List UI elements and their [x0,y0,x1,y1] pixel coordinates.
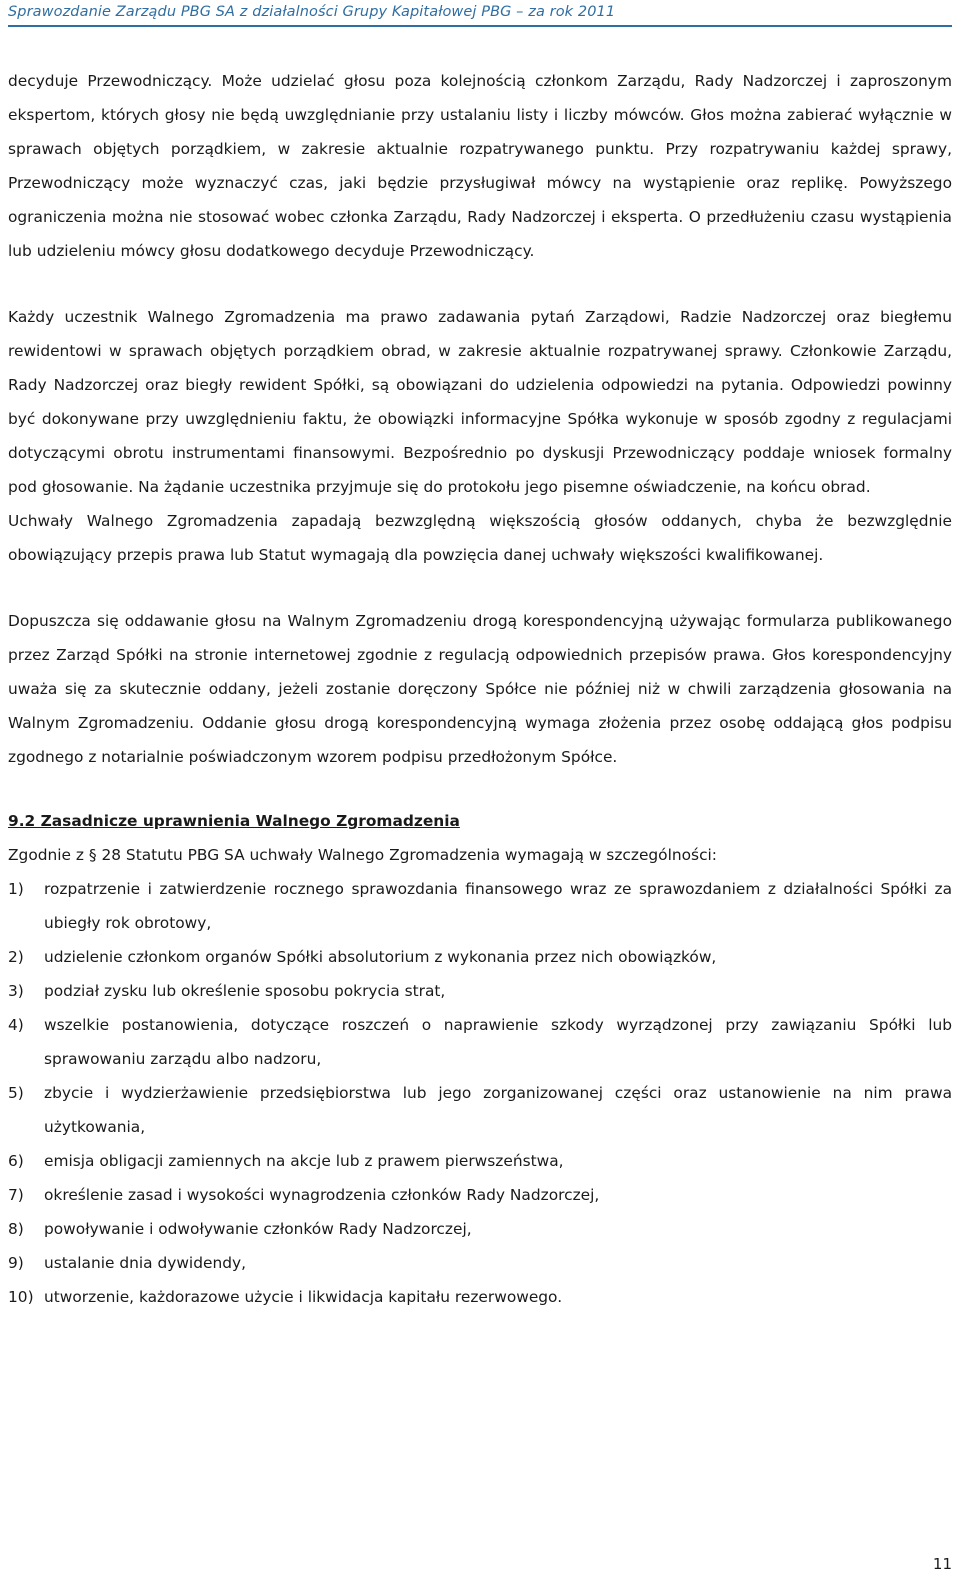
list-item-text: określenie zasad i wysokości wynagrodzenia członków Rady Nadzorczej, [44,1186,600,1204]
list-item-number: 9) [8,1254,24,1272]
paragraph-questions: Każdy uczestnik Walnego Zgromadzenia ma prawo zadawania pytań Zarządowi, Radzie Nadzorczej oraz biegłemu rewidentowi w sprawach objętych porządkiem obrad, w zakresie aktualnie rozpatrywanej sprawy. Członkowie Zarządu, Rady Nadzorczej oraz biegły rewident Spółki, są obowiązani do udzielenia odpowiedzi na pytania. Odpowiedzi powinny być dokonywane przy uwzględnieniu faktu, że obowiązki informacyjne Spółka wykonuje w sposób zgodny z regulacjami dotyczącymi obrotu instrumentami finansowymi. Bezpośrednio po dyskusji Przewodniczący poddaje wniosek formalny pod głosowanie. Na żądanie uczestnika przyjmuje się do protokołu jego pisemne oświadczenie, na końcu obrad. [8,308,952,496]
list-item-text: utworzenie, każdorazowe użycie i likwidacja kapitału rezerwowego. [44,1288,563,1306]
paragraph-speaking-rules: decyduje Przewodniczący. Może udzielać głosu poza kolejnością członkom Zarządu, Rady Nadzorczej i zaproszonym ekspertom, których głosy nie będą uwzględnianie przy ustalaniu listy i liczby mówców. Głos można zabierać wyłącznie w sprawach objętych porządkiem, w zakresie aktualnie rozpatrywanego punktu. Przy rozpatrywaniu każdej sprawy, Przewodniczący może wyznaczyć czas, jaki będzie przysługiwał mówcy na wystąpienie oraz replikę. Powyższego ograniczenia można nie stosować wobec członka Zarządu, Rady Nadzorczej i eksperta. O przedłużeniu czasu wystąpienia lub udzieleniu mówcy głosu dodatkowego decyduje Przewodniczący. [8,72,952,260]
list-item-text: zbycie i wydzierżawienie przedsiębiorstwa lub jego zorganizowanej części oraz ustanowienie na nim prawa użytkowania, [44,1084,952,1136]
powers-list [8,872,952,1314]
list-item-number: 10) [8,1288,34,1306]
page-header [8,2,952,32]
list-item-number: 1) [8,880,24,898]
list-item-number: 3) [8,982,24,1000]
list-item-text: rozpatrzenie i zatwierdzenie rocznego sprawozdania finansowego wraz ze sprawozdaniem z działalności Spółki za ubiegły rok obrotowy, [44,880,952,932]
list-item-number: 6) [8,1152,24,1170]
list-item-number: 7) [8,1186,24,1204]
list-item [8,974,952,1008]
list-item [8,1178,952,1212]
list-item [8,1144,952,1178]
list-item-text: udzielenie członkom organów Spółki absolutorium z wykonania przez nich obowiązków, [44,948,717,966]
list-item-text: podział zysku lub określenie sposobu pokrycia strat, [44,982,446,1000]
paragraph-correspondence-voting: Dopuszcza się oddawanie głosu na Walnym Zgromadzeniu drogą korespondencyjną używając formularza publikowanego przez Zarząd Spółki na stronie internetowej zgodnie z regulacją odpowiednich przepisów prawa. Głos korespondencyjny uważa się za skutecznie oddany, jeżeli zostanie doręczony Spółce nie później niż w chwili zarządzenia głosowania na Walnym Zgromadzeniu. Oddanie głosu drogą korespondencyjną wymaga złożenia przez osobę oddającą głos podpisu zgodnego z notarialnie poświadczonym wzorem podpisu przedłożonym Spółce. [8,612,952,766]
section-intro: Zgodnie z § 28 Statutu PBG SA uchwały Walnego Zgromadzenia wymagają w szczególności: [8,846,717,864]
list-item-text: wszelkie postanowienia, dotyczące roszczeń o naprawienie szkody wyrządzonej przy zawiązaniu Spółki lub sprawowaniu zarządu albo nadzoru, [44,1016,952,1068]
list-item [8,872,952,940]
list-item-text: powoływanie i odwoływanie członków Rady Nadzorczej, [44,1220,472,1238]
list-item [8,1076,952,1144]
list-item-number: 5) [8,1084,24,1102]
list-item-number: 4) [8,1016,24,1034]
section-heading: 9.2 Zasadnicze uprawnienia Walnego Zgromadzenia [8,812,460,830]
page-number: 11 [932,1555,952,1573]
list-item-text: ustalanie dnia dywidendy, [44,1254,246,1272]
list-item-text: emisja obligacji zamiennych na akcje lub z prawem pierwszeństwa, [44,1152,564,1170]
list-item [8,1008,952,1076]
document-body [8,64,952,1314]
header-divider [8,25,952,27]
list-item [8,1246,952,1280]
paragraph-resolutions: Uchwały Walnego Zgromadzenia zapadają bezwzględną większością głosów oddanych, chyba że bezwzględnie obowiązujący przepis prawa lub Statut wymagają dla powzięcia danej uchwały większości kwalifikowanej. [8,512,952,564]
list-item [8,940,952,974]
list-item [8,1280,952,1314]
list-item [8,1212,952,1246]
list-item-number: 2) [8,948,24,966]
document-title: Sprawozdanie Zarządu PBG SA z działalności Grupy Kapitałowej PBG – za rok 2011 [8,4,616,20]
list-item-number: 8) [8,1220,24,1238]
